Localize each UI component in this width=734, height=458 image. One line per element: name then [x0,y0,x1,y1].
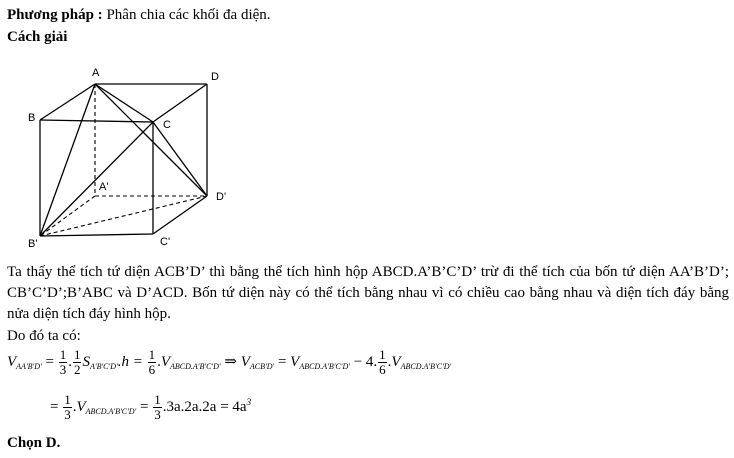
eq1-sub5: ABCD.A'B'C'D' [299,361,350,371]
eq1-frac4-den: 6 [379,362,386,377]
equation-line-2: = $\frac{1}{3}$ $.V_{ABCD.A'B'C'D'}$ = $\frac{1}{3}$ $.3a.2a.2a = 4a^3$ [50,392,252,422]
eq1-sub2: A'B'C'D' [89,361,118,371]
eq1-v: V [7,353,17,370]
vertex-label-B: B [28,112,36,124]
eq2-frac2-num: 1 [154,392,161,407]
eq1-frac3-num: 1 [148,347,156,362]
eq2-eq2: = [136,398,153,415]
eq2-frac1-num: 1 [64,392,71,407]
eq1-eq2: = [274,353,291,370]
eq2-eq: = [50,398,63,415]
vertex-label-C-prime: C' [160,236,171,248]
eq1-arrow: ⇒ [220,353,241,370]
eq2-exp: 3 [246,396,252,407]
equation-line-1: $V_{AA'B'D'}$ = $\frac{1}{3}$ . $\frac{1}{2}$ $S_{A'B'C'D'}.h$ = $\frac{1}{6}$ $.V_{ABCD.A'B'C'D'}$ ⇒ $V_{ACB'D'} = V_{ABCD.A'B'C'D'} - 4$. $\frac{1}{6}$ $.V_{ABCD.A'B'C'D'}$ [7,347,452,377]
method-label: Phương pháp : [7,7,103,23]
eq1-sub4: ACB'D' [249,361,275,371]
eq1-v4: V [290,353,300,370]
eq2-frac2-den: 3 [154,407,161,422]
vertex-label-D-prime: D' [216,191,227,203]
eq2-frac1-den: 3 [64,407,71,422]
eq1-frac3 [148,348,157,377]
hence-line: Do đó ta có: [7,328,81,344]
eq1-minus: − 4. [349,353,378,370]
eq1-v3: V [240,353,250,370]
vertex-label-A: A [92,67,100,79]
eq1-v5: V [391,353,401,370]
eq1-h: .h = [117,353,147,370]
eq1-eq: = [41,353,58,370]
eq1-sub6: ABCD.A'B'C'D' [400,361,452,371]
eq1-frac3-den: 6 [148,362,156,377]
eq2-sub: ABCD.A'B'C'D' [85,406,137,416]
parallelepiped-figure [0,0,260,260]
eq2-frac1 [63,393,72,422]
eq1-sub1: AA'B'D' [16,361,42,371]
eq1-s: S [82,353,90,370]
explanation-paragraph: Ta thấy thể tích tứ diện ACB’D’ thì bằng thể tích hình hộp ABCD.A’B’C’D’ trừ đi thể tích của bốn tứ diện AA’B’D’; CB’C’D’;B’ABC và D’ACD. Bốn tứ diện này có thể tích bằng nhau vì có chiều cao bằng nhau và diện tích đáy bằng nửa diện tích đáy hình hộp. [7,264,729,322]
eq1-frac2 [73,348,82,377]
eq1-frac1-num: 1 [59,347,67,362]
eq1-frac2-num: 1 [73,347,81,362]
eq1-sub3: ABCD.A'B'C'D' [170,361,221,371]
eq1-v2: V [160,353,170,370]
answer-line: Chọn D. [7,435,61,451]
eq1-frac4-num: 1 [379,347,386,362]
eq2-frac2 [153,393,162,422]
vertex-label-D: D [211,71,219,83]
eq2-rest: .3a.2a.2a = 4a [162,398,247,415]
eq1-frac4 [378,348,387,377]
eq1-frac1-den: 3 [59,362,67,377]
vertex-label-C: C [163,119,171,131]
eq2-v: V [76,398,86,415]
vertex-label-A-prime: A' [99,181,109,193]
solution-heading: Cách giải [7,29,68,45]
vertex-label-B-prime: B' [28,238,38,250]
eq1-frac1 [59,348,68,377]
method-text: Phân chia các khối đa diện. [102,7,271,23]
eq1-frac2-den: 2 [73,362,81,377]
